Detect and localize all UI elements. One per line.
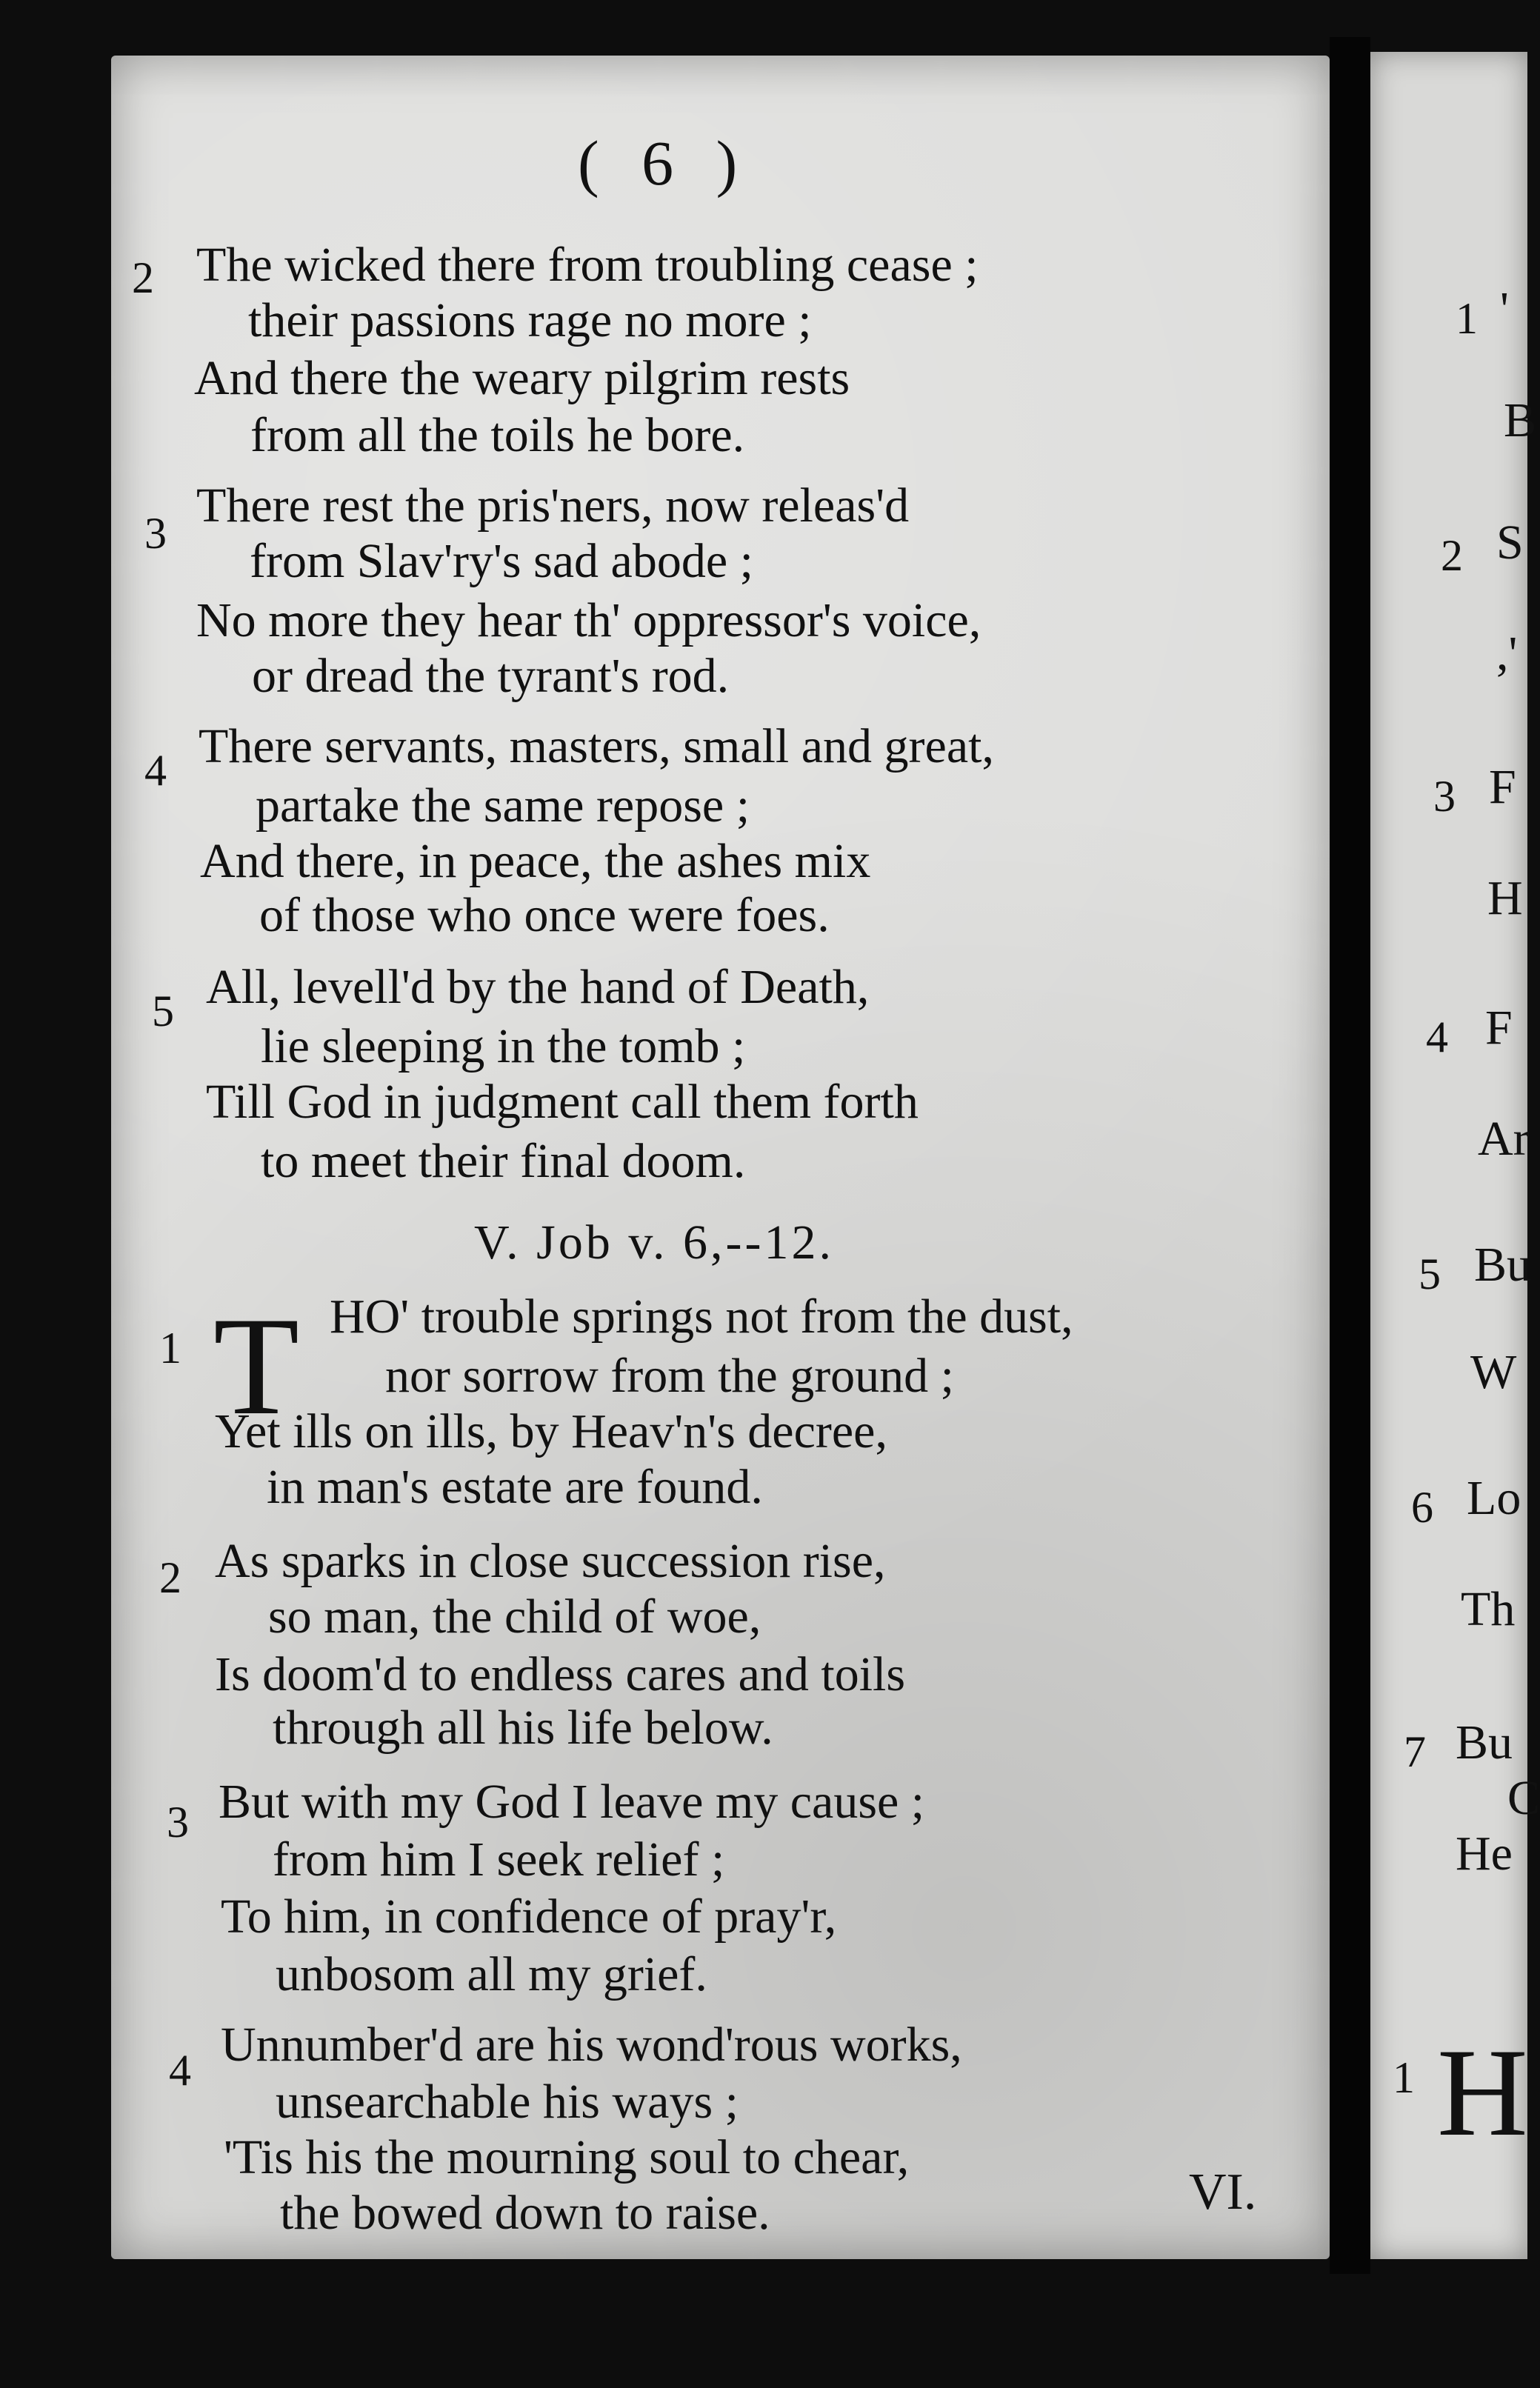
verse-line: to meet their final doom. bbox=[261, 1134, 746, 1188]
verse-line: Is doom'd to endless cares and toils bbox=[215, 1647, 906, 1701]
right-fragment: H bbox=[1487, 871, 1523, 925]
catchword: VI. bbox=[1189, 2164, 1257, 2221]
verse-line: Yet ills on ills, by Heav'n's decree, bbox=[215, 1404, 887, 1458]
verse-line: unbosom all my grief. bbox=[276, 1947, 707, 2001]
stanza-number: 4 bbox=[169, 2046, 191, 2095]
stanza-number: 5 bbox=[152, 987, 174, 1035]
right-stanza-number: 1 bbox=[1456, 294, 1478, 343]
right-fragment: Bu bbox=[1456, 1715, 1513, 1770]
stanza-number: 1 bbox=[159, 1324, 181, 1373]
right-fragment: S bbox=[1496, 516, 1524, 570]
page-number: ( 6 ) bbox=[578, 127, 751, 199]
verse-line: partake the same repose ; bbox=[256, 778, 750, 833]
hymn-heading: V. Job v. 6,--12. bbox=[474, 1215, 835, 1270]
right-fragment: Th bbox=[1461, 1582, 1516, 1636]
verse-line: so man, the child of woe, bbox=[268, 1590, 761, 1644]
right-fragment: C bbox=[1507, 1771, 1540, 1825]
right-stanza-number: 6 bbox=[1411, 1483, 1433, 1532]
right-stanza-number: 2 bbox=[1441, 531, 1463, 580]
verse-line: And there, in peace, the ashes mix bbox=[200, 834, 871, 888]
right-fragment: F bbox=[1489, 760, 1516, 814]
stanza-number: 3 bbox=[167, 1798, 189, 1847]
verse-line: lie sleeping in the tomb ; bbox=[261, 1019, 746, 1073]
verse-line: from Slav'ry's sad abode ; bbox=[250, 534, 753, 588]
right-stanza-number: 4 bbox=[1426, 1013, 1448, 1061]
verse-line: from all the toils he bore. bbox=[250, 408, 745, 462]
right-stanza-number: 1 bbox=[1393, 2053, 1415, 2102]
right-fragment: ,' bbox=[1496, 627, 1518, 681]
right-fragment: ' bbox=[1500, 282, 1509, 336]
verse-line: There rest the pris'ners, now releas'd bbox=[196, 478, 910, 533]
right-fragment: He bbox=[1456, 1827, 1513, 1881]
right-fragment: Bu bbox=[1474, 1238, 1532, 1292]
verse-line: And there the weary pilgrim rests bbox=[194, 351, 850, 405]
verse-line: nor sorrow from the ground ; bbox=[385, 1349, 955, 1403]
right-stanza-number: 5 bbox=[1419, 1250, 1441, 1298]
stanza-number: 2 bbox=[132, 253, 154, 302]
stanza-number: 4 bbox=[144, 746, 167, 795]
stanza-number: 3 bbox=[144, 509, 167, 558]
right-drop-cap: H bbox=[1437, 2023, 1528, 2162]
right-fragment: Lo bbox=[1467, 1471, 1521, 1525]
stanza-number: 2 bbox=[159, 1553, 181, 1602]
verse-line: through all his life below. bbox=[273, 1701, 773, 1755]
right-fragment: W bbox=[1470, 1345, 1517, 1399]
verse-line: 'Tis his the mourning soul to chear, bbox=[224, 2130, 910, 2184]
verse-line: HO' trouble springs not from the dust, bbox=[330, 1290, 1073, 1344]
verse-line: No more they hear th' oppressor's voice, bbox=[196, 593, 981, 647]
right-fragment: F bbox=[1485, 1001, 1513, 1055]
verse-line: Till God in judgment call them forth bbox=[206, 1075, 919, 1129]
verse-line: of those who once were foes. bbox=[259, 888, 830, 942]
verse-line: the bowed down to raise. bbox=[280, 2186, 770, 2240]
verse-line: unsearchable his ways ; bbox=[276, 2075, 739, 2129]
verse-line: or dread the tyrant's rod. bbox=[252, 649, 730, 703]
book-gutter bbox=[1330, 37, 1370, 2274]
verse-line: their passions rage no more ; bbox=[248, 293, 812, 347]
verse-line: But with my God I leave my cause ; bbox=[219, 1775, 925, 1829]
verse-line: The wicked there from troubling cease ; bbox=[196, 238, 979, 292]
verse-line: Unnumber'd are his wond'rous works, bbox=[221, 2018, 962, 2072]
verse-line: As sparks in close succession rise, bbox=[215, 1534, 886, 1588]
verse-line: All, levell'd by the hand of Death, bbox=[206, 960, 870, 1014]
right-fragment: B bbox=[1504, 393, 1537, 447]
right-fragment: Ar bbox=[1478, 1112, 1530, 1166]
right-stanza-number: 7 bbox=[1404, 1727, 1426, 1776]
verse-line: in man's estate are found. bbox=[267, 1460, 763, 1514]
drop-cap: T bbox=[213, 1289, 300, 1444]
verse-line: from him I seek relief ; bbox=[273, 1832, 725, 1887]
right-stanza-number: 3 bbox=[1433, 772, 1456, 821]
verse-line: To him, in confidence of pray'r, bbox=[221, 1890, 837, 1944]
verse-line: There servants, masters, small and great, bbox=[199, 719, 994, 773]
